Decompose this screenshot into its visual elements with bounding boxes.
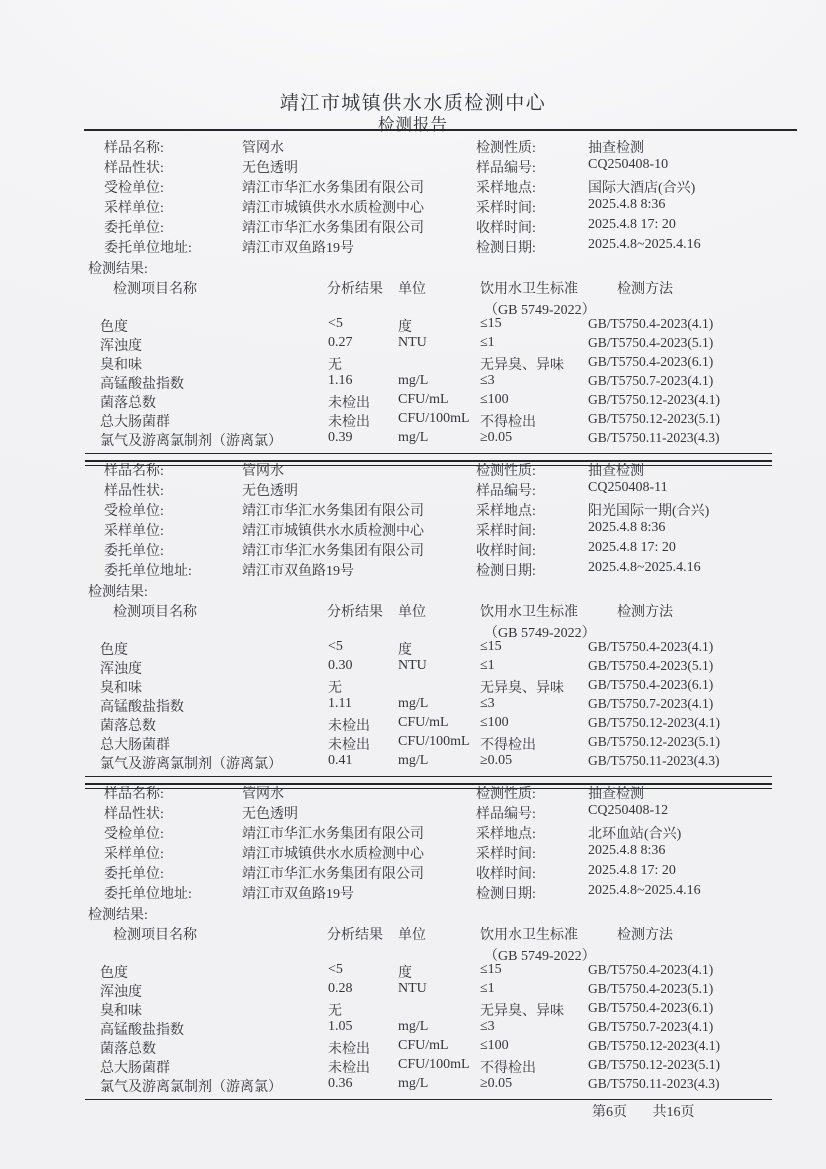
report-section	[0, 783, 826, 1106]
cell-method: GB/T5750.4-2023(5.1)	[588, 658, 714, 673]
cell-method: GB/T5750.12-2023(5.1)	[588, 1057, 720, 1072]
cell-standard: ≤1	[480, 658, 495, 673]
sample-info-row	[0, 823, 826, 843]
cell-item: 氯气及游离氯制剂（游离氯）	[100, 434, 282, 449]
col-header-item: 检测项目名称	[113, 605, 197, 620]
col-header-item: 检测项目名称	[113, 928, 197, 943]
info-value-left: 无色透明	[242, 161, 298, 176]
cell-standard: ≤15	[480, 962, 502, 977]
cell-result: <5	[328, 639, 343, 654]
info-label-left: 样品名称:	[104, 464, 164, 479]
results-table-header	[0, 278, 826, 316]
cell-item: 高锰酸盐指数	[100, 377, 184, 392]
cell-item: 浑浊度	[100, 985, 142, 1000]
info-value-left: 无色透明	[242, 807, 298, 822]
info-label-right: 采样地点:	[476, 181, 536, 196]
sample-info-row	[0, 237, 826, 257]
sample-info-grid	[0, 460, 826, 580]
table-row	[0, 335, 826, 354]
info-value-left: 靖江市城镇供水水质检测中心	[242, 201, 424, 216]
cell-unit: mg/L	[398, 1076, 429, 1091]
cell-item: 色度	[100, 966, 128, 981]
info-value-right: CQ250408-10	[588, 157, 669, 172]
cell-unit: NTU	[398, 335, 427, 350]
info-label-right: 样品编号:	[476, 161, 536, 176]
table-row	[0, 411, 826, 430]
sample-info-row	[0, 783, 826, 803]
cell-item: 色度	[100, 320, 128, 335]
cell-result: 未检出	[328, 738, 370, 753]
info-label-left: 样品名称:	[104, 787, 164, 802]
table-row	[0, 658, 826, 677]
sample-info-row	[0, 843, 826, 863]
info-value-left: 管网水	[242, 141, 284, 156]
cell-item: 臭和味	[100, 681, 142, 696]
cell-standard: ≤100	[480, 392, 509, 407]
cell-item: 总大肠菌群	[100, 738, 170, 753]
cell-method: GB/T5750.4-2023(6.1)	[588, 677, 714, 692]
cell-result: 未检出	[328, 1042, 370, 1057]
info-value-left: 靖江市双鱼路19号	[242, 887, 354, 902]
cell-method: GB/T5750.4-2023(4.1)	[588, 962, 714, 977]
cell-unit: CFU/mL	[398, 715, 449, 730]
info-value-right: 2025.4.8 17: 20	[588, 863, 676, 878]
cell-result: 无	[328, 681, 342, 696]
col-header-method: 检测方法	[617, 282, 673, 297]
info-value-right: 2025.4.8 8:36	[588, 843, 666, 858]
table-row	[0, 1019, 826, 1038]
table-row	[0, 1000, 826, 1019]
table-row	[0, 962, 826, 981]
cell-result: 未检出	[328, 719, 370, 734]
cell-item: 氯气及游离氯制剂（游离氯）	[100, 757, 282, 772]
sample-info-row	[0, 500, 826, 520]
col-header-standard: 饮用水卫生标准	[480, 605, 578, 620]
results-table-header	[0, 924, 826, 962]
cell-method: GB/T5750.11-2023(4.3)	[588, 753, 720, 768]
col-header-result: 分析结果	[327, 928, 383, 943]
col-header-method: 检测方法	[617, 605, 673, 620]
cell-unit: CFU/mL	[398, 392, 449, 407]
info-label-right: 检测性质:	[476, 141, 536, 156]
cell-result: 未检出	[328, 1061, 370, 1076]
total-pages: 共16页	[652, 1105, 695, 1120]
info-label-right: 收样时间:	[476, 544, 536, 559]
col-header-result: 分析结果	[327, 605, 383, 620]
col-header-unit: 单位	[398, 282, 426, 297]
info-value-left: 靖江市双鱼路19号	[242, 241, 354, 256]
cell-method: GB/T5750.4-2023(5.1)	[588, 981, 714, 996]
cell-result: 未检出	[328, 415, 370, 430]
cell-result: 0.41	[328, 753, 353, 768]
cell-method: GB/T5750.12-2023(4.1)	[588, 715, 720, 730]
info-label-left: 委托单位:	[104, 544, 164, 559]
cell-item: 浑浊度	[100, 339, 142, 354]
table-row	[0, 715, 826, 734]
cell-result: 0.28	[328, 981, 353, 996]
table-row	[0, 753, 826, 772]
sample-info-row	[0, 883, 826, 903]
info-value-right: 2025.4.8 8:36	[588, 520, 666, 535]
info-value-left: 无色透明	[242, 484, 298, 499]
results-table	[0, 639, 826, 772]
info-value-left: 管网水	[242, 464, 284, 479]
cell-method: GB/T5750.12-2023(5.1)	[588, 411, 720, 426]
info-value-left: 靖江市华汇水务集团有限公司	[242, 827, 424, 842]
report-section	[0, 137, 826, 460]
table-row	[0, 316, 826, 335]
cell-result: 1.11	[328, 696, 352, 711]
info-label-left: 采样单位:	[104, 201, 164, 216]
col-header-standard-note: （GB 5749-2022）	[484, 626, 596, 641]
cell-unit: 度	[398, 320, 412, 335]
info-label-right: 检测日期:	[476, 887, 536, 902]
cell-method: GB/T5750.4-2023(4.1)	[588, 639, 714, 654]
cell-method: GB/T5750.7-2023(4.1)	[588, 373, 714, 388]
cell-item: 菌落总数	[100, 396, 156, 411]
table-row	[0, 430, 826, 449]
results-table-header	[0, 601, 826, 639]
cell-item: 色度	[100, 643, 128, 658]
table-row	[0, 981, 826, 1000]
cell-standard: ≤1	[480, 335, 495, 350]
cell-standard: ≤3	[480, 696, 495, 711]
info-label-left: 委托单位:	[104, 867, 164, 882]
cell-result: 0.39	[328, 430, 353, 445]
page-subtitle: 检测报告	[378, 115, 448, 134]
info-label-right: 样品编号:	[476, 807, 536, 822]
info-value-left: 靖江市城镇供水水质检测中心	[242, 847, 424, 862]
info-value-left: 靖江市华汇水务集团有限公司	[242, 867, 424, 882]
table-row	[0, 354, 826, 373]
info-label-left: 受检单位:	[104, 827, 164, 842]
info-label-right: 检测性质:	[476, 464, 536, 479]
col-header-standard-note: （GB 5749-2022）	[484, 949, 596, 964]
results-table	[0, 962, 826, 1095]
info-value-left: 靖江市华汇水务集团有限公司	[242, 504, 424, 519]
info-value-right: CQ250408-11	[588, 480, 668, 495]
info-label-right: 采样地点:	[476, 504, 536, 519]
cell-unit: mg/L	[398, 696, 429, 711]
info-label-left: 样品性状:	[104, 161, 164, 176]
cell-result: 0.27	[328, 335, 353, 350]
info-label-left: 样品性状:	[104, 807, 164, 822]
info-label-right: 收样时间:	[476, 221, 536, 236]
info-label-left: 委托单位地址:	[104, 564, 192, 579]
sample-info-row	[0, 540, 826, 560]
cell-item: 高锰酸盐指数	[100, 1023, 184, 1038]
results-label: 检测结果:	[88, 262, 148, 277]
cell-item: 菌落总数	[100, 1042, 156, 1057]
cell-unit: 度	[398, 643, 412, 658]
cell-standard: 无异臭、异味	[480, 681, 564, 696]
sample-info-row	[0, 157, 826, 177]
cell-item: 总大肠菌群	[100, 415, 170, 430]
cell-unit: NTU	[398, 658, 427, 673]
info-value-right: 北环血站(合兴)	[588, 827, 682, 842]
info-value-right: 抽查检测	[588, 787, 644, 802]
info-label-right: 样品编号:	[476, 484, 536, 499]
info-value-right: CQ250408-12	[588, 803, 669, 818]
table-row	[0, 734, 826, 753]
info-value-left: 靖江市华汇水务集团有限公司	[242, 181, 424, 196]
info-value-right: 2025.4.8~2025.4.16	[588, 237, 701, 252]
cell-unit: mg/L	[398, 1019, 429, 1034]
sample-info-row	[0, 560, 826, 580]
sample-info-row	[0, 217, 826, 237]
info-label-right: 检测日期:	[476, 241, 536, 256]
cell-standard: ≥0.05	[480, 430, 513, 445]
sample-info-grid	[0, 783, 826, 903]
title-rule	[84, 129, 797, 131]
cell-unit: 度	[398, 966, 412, 981]
cell-unit: CFU/100mL	[398, 1057, 470, 1072]
info-label-right: 采样地点:	[476, 827, 536, 842]
cell-unit: mg/L	[398, 430, 429, 445]
info-label-left: 受检单位:	[104, 181, 164, 196]
results-label: 检测结果:	[88, 585, 148, 600]
table-row	[0, 1076, 826, 1095]
cell-unit: CFU/100mL	[398, 734, 470, 749]
cell-standard: ≤1	[480, 981, 495, 996]
cell-method: GB/T5750.4-2023(6.1)	[588, 354, 714, 369]
cell-result: <5	[328, 962, 343, 977]
cell-unit: CFU/mL	[398, 1038, 449, 1053]
info-value-right: 抽查检测	[588, 141, 644, 156]
table-row	[0, 1038, 826, 1057]
info-value-right: 国际大酒店(合兴)	[588, 181, 696, 196]
cell-method: GB/T5750.7-2023(4.1)	[588, 696, 714, 711]
cell-method: GB/T5750.12-2023(4.1)	[588, 1038, 720, 1053]
cell-standard: ≤15	[480, 639, 502, 654]
info-label-right: 收样时间:	[476, 867, 536, 882]
info-label-left: 样品名称:	[104, 141, 164, 156]
info-value-left: 靖江市双鱼路19号	[242, 564, 354, 579]
cell-standard: ≥0.05	[480, 753, 513, 768]
cell-result: 无	[328, 358, 342, 373]
cell-method: GB/T5750.11-2023(4.3)	[588, 1076, 720, 1091]
info-label-left: 采样单位:	[104, 524, 164, 539]
info-label-right: 采样时间:	[476, 524, 536, 539]
info-value-right: 2025.4.8~2025.4.16	[588, 560, 701, 575]
cell-standard: 不得检出	[480, 738, 536, 753]
cell-result: 无	[328, 1004, 342, 1019]
report-sections	[0, 137, 826, 1106]
cell-standard: 不得检出	[480, 415, 536, 430]
col-header-standard: 饮用水卫生标准	[480, 928, 578, 943]
col-header-unit: 单位	[398, 928, 426, 943]
info-value-left: 靖江市城镇供水水质检测中心	[242, 524, 424, 539]
cell-item: 浑浊度	[100, 662, 142, 677]
cell-result: 未检出	[328, 396, 370, 411]
cell-unit: mg/L	[398, 753, 429, 768]
cell-item: 菌落总数	[100, 719, 156, 734]
info-label-left: 样品性状:	[104, 484, 164, 499]
cell-method: GB/T5750.7-2023(4.1)	[588, 1019, 714, 1034]
results-label: 检测结果:	[88, 908, 148, 923]
page-footer	[592, 1101, 717, 1121]
page-number: 第6页	[592, 1105, 627, 1120]
table-row	[0, 373, 826, 392]
info-label-left: 受检单位:	[104, 504, 164, 519]
sample-info-row	[0, 197, 826, 217]
cell-item: 臭和味	[100, 358, 142, 373]
cell-unit: CFU/100mL	[398, 411, 470, 426]
sample-info-row	[0, 520, 826, 540]
info-value-right: 2025.4.8 17: 20	[588, 540, 676, 555]
info-label-left: 委托单位地址:	[104, 887, 192, 902]
cell-item: 高锰酸盐指数	[100, 700, 184, 715]
cell-method: GB/T5750.4-2023(4.1)	[588, 316, 714, 331]
info-value-right: 2025.4.8~2025.4.16	[588, 883, 701, 898]
info-label-left: 采样单位:	[104, 847, 164, 862]
info-label-right: 检测日期:	[476, 564, 536, 579]
cell-item: 总大肠菌群	[100, 1061, 170, 1076]
sample-info-row	[0, 460, 826, 480]
cell-method: GB/T5750.12-2023(5.1)	[588, 734, 720, 749]
cell-result: 0.30	[328, 658, 353, 673]
col-header-item: 检测项目名称	[113, 282, 197, 297]
cell-method: GB/T5750.12-2023(4.1)	[588, 392, 720, 407]
sample-info-row	[0, 863, 826, 883]
col-header-unit: 单位	[398, 605, 426, 620]
cell-standard: ≤100	[480, 1038, 509, 1053]
table-row	[0, 639, 826, 658]
info-value-right: 阳光国际一期(合兴)	[588, 504, 710, 519]
info-value-right: 2025.4.8 8:36	[588, 197, 666, 212]
table-row	[0, 696, 826, 715]
info-label-left: 委托单位地址:	[104, 241, 192, 256]
cell-standard: ≤15	[480, 316, 502, 331]
info-label-right: 采样时间:	[476, 201, 536, 216]
cell-result: <5	[328, 316, 343, 331]
cell-method: GB/T5750.11-2023(4.3)	[588, 430, 720, 445]
cell-standard: 无异臭、异味	[480, 1004, 564, 1019]
cell-item: 臭和味	[100, 1004, 142, 1019]
info-value-left: 靖江市华汇水务集团有限公司	[242, 221, 424, 236]
info-label-right: 采样时间:	[476, 847, 536, 862]
info-value-left: 靖江市华汇水务集团有限公司	[242, 544, 424, 559]
info-value-left: 管网水	[242, 787, 284, 802]
col-header-method: 检测方法	[617, 928, 673, 943]
sample-info-row	[0, 137, 826, 157]
cell-method: GB/T5750.4-2023(6.1)	[588, 1000, 714, 1015]
sample-info-row	[0, 480, 826, 500]
report-section	[0, 460, 826, 783]
info-label-right: 检测性质:	[476, 787, 536, 802]
cell-standard: ≤3	[480, 1019, 495, 1034]
cell-method: GB/T5750.4-2023(5.1)	[588, 335, 714, 350]
sample-info-row	[0, 803, 826, 823]
table-row	[0, 392, 826, 411]
cell-standard: 无异臭、异味	[480, 358, 564, 373]
cell-result: 1.16	[328, 373, 353, 388]
cell-result: 0.36	[328, 1076, 353, 1091]
sample-info-row	[0, 177, 826, 197]
info-value-right: 抽查检测	[588, 464, 644, 479]
sample-info-grid	[0, 137, 826, 257]
cell-standard: ≤100	[480, 715, 509, 730]
cell-unit: NTU	[398, 981, 427, 996]
cell-item: 氯气及游离氯制剂（游离氯）	[100, 1080, 282, 1095]
col-header-standard-note: （GB 5749-2022）	[484, 303, 596, 318]
cell-result: 1.05	[328, 1019, 353, 1034]
info-label-left: 委托单位:	[104, 221, 164, 236]
col-header-standard: 饮用水卫生标准	[480, 282, 578, 297]
info-value-right: 2025.4.8 17: 20	[588, 217, 676, 232]
cell-standard: ≥0.05	[480, 1076, 513, 1091]
col-header-result: 分析结果	[327, 282, 383, 297]
results-table	[0, 316, 826, 449]
table-row	[0, 1057, 826, 1076]
table-row	[0, 677, 826, 696]
cell-standard: 不得检出	[480, 1061, 536, 1076]
cell-standard: ≤3	[480, 373, 495, 388]
cell-unit: mg/L	[398, 373, 429, 388]
page-title: 靖江市城镇供水水质检测中心	[279, 93, 547, 114]
